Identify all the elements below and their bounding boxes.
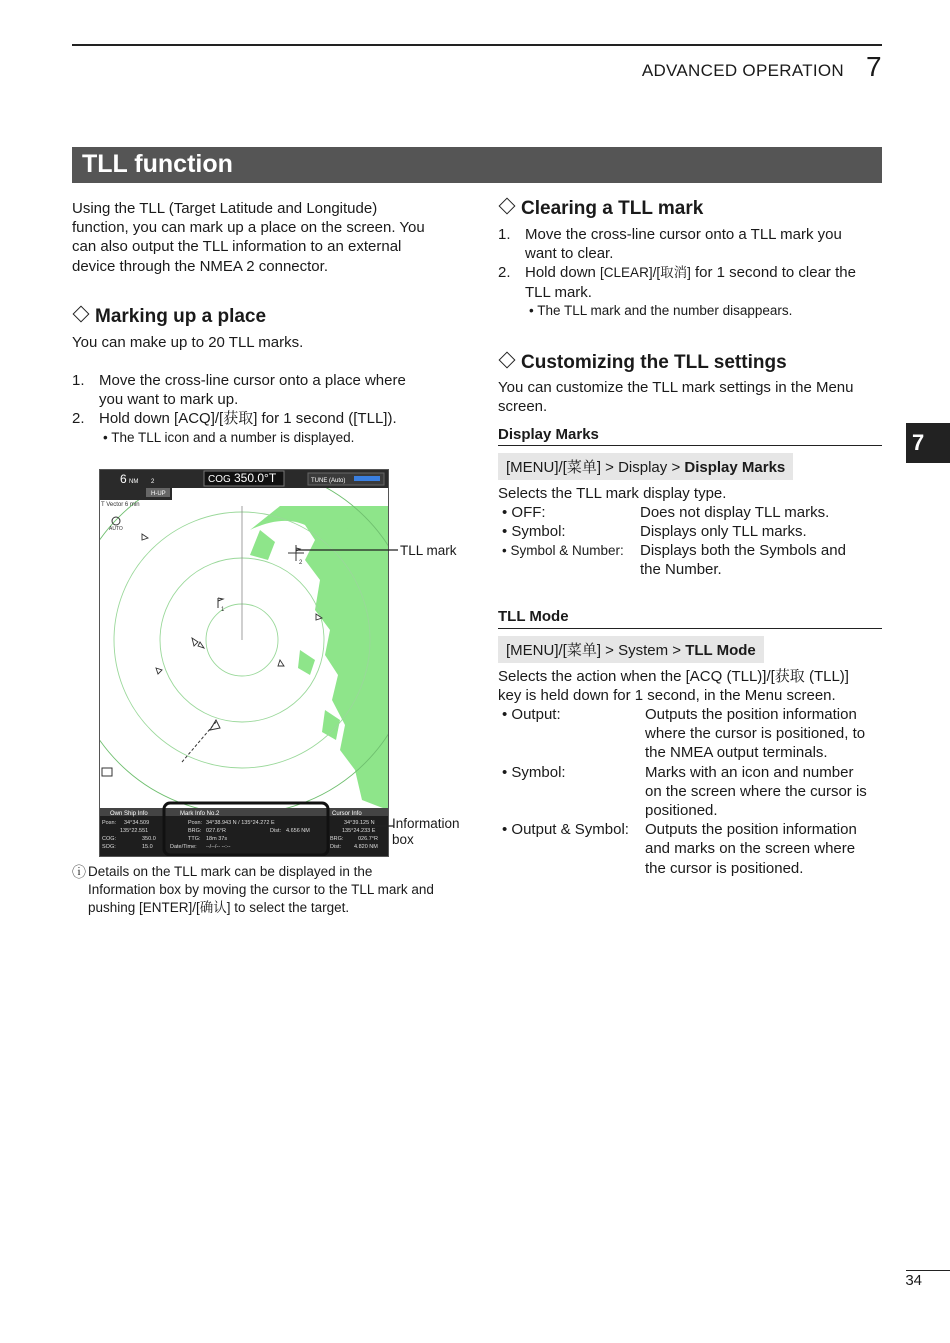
option-desc: Marks with an icon and number: [645, 763, 854, 781]
own-lat: 34°34.509: [124, 820, 150, 826]
section-title: ADVANCED OPERATION: [641, 61, 844, 80]
mark-posn: 34°38.943 N / 135°24.272 E: [206, 820, 275, 826]
step-number: 1.: [498, 226, 511, 243]
subheading-rule: [498, 445, 882, 446]
cursor-info-tab: Cursor Info: [332, 811, 362, 817]
step-number: 2.: [72, 410, 85, 428]
mark-info-tab: Mark Info No.2: [180, 811, 220, 817]
marking-text: You can make up to 20 TLL marks.: [72, 334, 304, 351]
tll-mark-number: 2: [299, 560, 303, 566]
header-rule: [72, 44, 882, 46]
clearing-steps: [498, 225, 888, 320]
cursor-lon: 135°24.233 E: [342, 828, 376, 834]
marking-heading: [72, 306, 266, 328]
cog-row-label: COG:: [102, 836, 117, 842]
step-text: TLL mark.: [525, 283, 592, 301]
tune-label: TUNE (Auto): [311, 478, 346, 484]
step-text: Move the cross-line cursor onto a place where: [99, 372, 406, 389]
range-unit: NM: [129, 479, 139, 485]
page-title: TLL function: [82, 150, 233, 178]
tll-mode-list: [502, 705, 882, 878]
tune-level-icon: [354, 476, 380, 481]
clear-key: [CLEAR]/[取消]: [600, 265, 691, 281]
path-prefix: [MENU]/[菜单] > System >: [506, 642, 686, 659]
own-sog: 15.0: [142, 844, 153, 850]
own-cog: 350.0: [142, 836, 156, 842]
subheading-rule: [498, 628, 882, 629]
callout-lines: [290, 540, 402, 840]
cursor-brg: 026.7°R: [358, 836, 378, 842]
own-lon: 135°22.551: [120, 828, 149, 834]
own-ship-icon: [210, 720, 220, 730]
tll-mode-text: [498, 667, 849, 705]
intro-line: Using the TLL (Target Latitude and Longitude): [72, 200, 378, 217]
intro-line: can also output the TLL information to an external: [72, 238, 402, 256]
title-bar: [72, 147, 882, 183]
info-box-callout: [392, 816, 460, 848]
step-number: 1.: [72, 372, 85, 389]
text-line: You can customize the TLL mark settings in the Menu: [498, 379, 854, 396]
diamond-icon: [499, 198, 516, 215]
range-sub: 2: [151, 479, 155, 485]
note-line: pushing [ENTER]/[确认] to select the target.: [88, 900, 350, 915]
step-text: Move the cross-line cursor onto a TLL mark you: [525, 226, 842, 243]
cog-label: COG: [208, 474, 231, 485]
step-text: want to clear.: [525, 245, 614, 263]
intro-line: function, you can mark up a place on the screen. You: [72, 219, 425, 237]
option-label: • Symbol & Number:: [502, 543, 624, 558]
mark-dist: 4.656 NM: [286, 828, 310, 834]
option-desc: the NMEA output terminals.: [645, 744, 828, 762]
option-desc: Does not display TLL marks.: [640, 504, 830, 521]
chapter-tab-number: 7: [912, 430, 925, 455]
range-value: 6: [120, 472, 127, 486]
customizing-heading-text: Customizing the TLL settings: [521, 352, 787, 373]
vector-label: T Vector 6 min: [101, 502, 140, 508]
step-text: you want to mark up.: [99, 391, 239, 409]
path-target: Display Marks: [684, 459, 786, 476]
path-prefix: [MENU]/[菜单] > Display >: [506, 459, 685, 476]
mode-icon: [102, 768, 112, 776]
chapter-tab: [906, 423, 950, 463]
text-line: screen.: [498, 398, 548, 416]
intro-line: device through the NMEA 2 connector.: [72, 257, 328, 275]
tll-mode-subheading: TLL Mode: [498, 608, 569, 625]
option-label: • Symbol:: [502, 523, 566, 540]
menu-path: [498, 636, 764, 663]
sog-row-label: SOG:: [102, 844, 116, 850]
menu-path: [498, 453, 793, 480]
auto-label: AUTO: [109, 526, 123, 532]
option-desc: Displays both the Symbols and: [640, 542, 846, 559]
callout-line: Information: [392, 816, 460, 831]
step-number: 2.: [498, 264, 511, 282]
bullet-note: • The TLL icon and a number is displayed.: [103, 429, 355, 445]
posn-label: Posn:: [102, 820, 117, 826]
step-text: Hold down: [525, 264, 601, 282]
cog-value: 350.0°T: [234, 471, 277, 485]
mark-ttg: 18m 37s: [206, 836, 228, 842]
customizing-heading: [498, 352, 787, 374]
mark-datetime: --/--/-- --:--: [206, 844, 231, 850]
brg-label: BRG:: [188, 828, 202, 834]
note-line: Details on the TLL mark can be displayed in the: [88, 864, 373, 879]
option-label: • Output:: [502, 706, 561, 723]
brg-label: BRG:: [330, 836, 344, 842]
cursor-dist: 4.820 NM: [354, 844, 378, 850]
orientation-label: H-UP: [151, 491, 166, 497]
option-desc: Displays only TLL marks.: [640, 523, 807, 540]
intro-paragraph: [72, 199, 472, 276]
callout-line: box: [392, 832, 414, 847]
option-desc: the Number.: [640, 561, 722, 578]
option-label: • OFF:: [502, 504, 546, 521]
option-desc: the cursor is positioned.: [645, 859, 804, 877]
bullet-note: • The TLL mark and the number disappears.: [529, 302, 793, 318]
option-label: • Output & Symbol:: [502, 821, 629, 839]
note-line: Information box by moving the cursor to the TLL mark and: [88, 882, 434, 897]
dist-label: Dist:: [270, 828, 281, 834]
ttg-label: TTG:: [188, 836, 201, 842]
text-line: Selects the action when the [ACQ (TLL)]/[获取 (TLL)]: [498, 668, 849, 685]
option-desc: Outputs the position information: [645, 706, 857, 723]
tll-mark-number: 1: [221, 607, 225, 613]
marking-steps: [72, 371, 462, 447]
option-desc: positioned.: [645, 802, 718, 819]
tll-mark-callout: TLL mark: [400, 543, 457, 558]
option-desc: on the screen where the cursor is: [645, 782, 867, 800]
dist-label: Dist:: [330, 844, 341, 850]
display-marks-list: [502, 503, 882, 579]
auto-icon: [112, 517, 120, 525]
option-desc: and marks on the screen where: [645, 840, 856, 858]
info-icon: ⓘ: [72, 864, 86, 880]
marking-heading-text: Marking up a place: [95, 306, 267, 327]
step-text: for 1 second to clear the: [690, 264, 856, 282]
posn-label: Posn:: [188, 820, 203, 826]
footer-rule: [906, 1270, 950, 1271]
note: [72, 863, 472, 917]
mark-brg: 027.6°R: [206, 828, 226, 834]
path-target: TLL Mode: [685, 642, 756, 659]
display-marks-text: Selects the TLL mark display type.: [498, 485, 727, 502]
text-line: key is held down for 1 second, in the Menu screen.: [498, 687, 836, 705]
step-text: Hold down [ACQ]/[获取] for 1 second ([TLL]).: [99, 410, 397, 428]
option-label: • Symbol:: [502, 763, 566, 781]
diamond-icon: [73, 306, 90, 323]
clearing-heading-text: Clearing a TLL mark: [521, 198, 704, 219]
own-ship-tab: Own Ship Info: [110, 811, 148, 817]
customizing-text: [498, 378, 853, 416]
option-desc: Outputs the position information: [645, 821, 857, 839]
diamond-icon: [499, 352, 516, 369]
page-number: 34: [905, 1272, 922, 1289]
display-marks-subheading: Display Marks: [498, 426, 599, 443]
chapter-number: 7: [866, 51, 882, 82]
clearing-heading: [498, 198, 703, 220]
datetime-label: Date/Time:: [170, 844, 197, 850]
option-desc: where the cursor is positioned, to: [645, 725, 866, 743]
cursor-lat: 34°39.125 N: [344, 820, 375, 826]
